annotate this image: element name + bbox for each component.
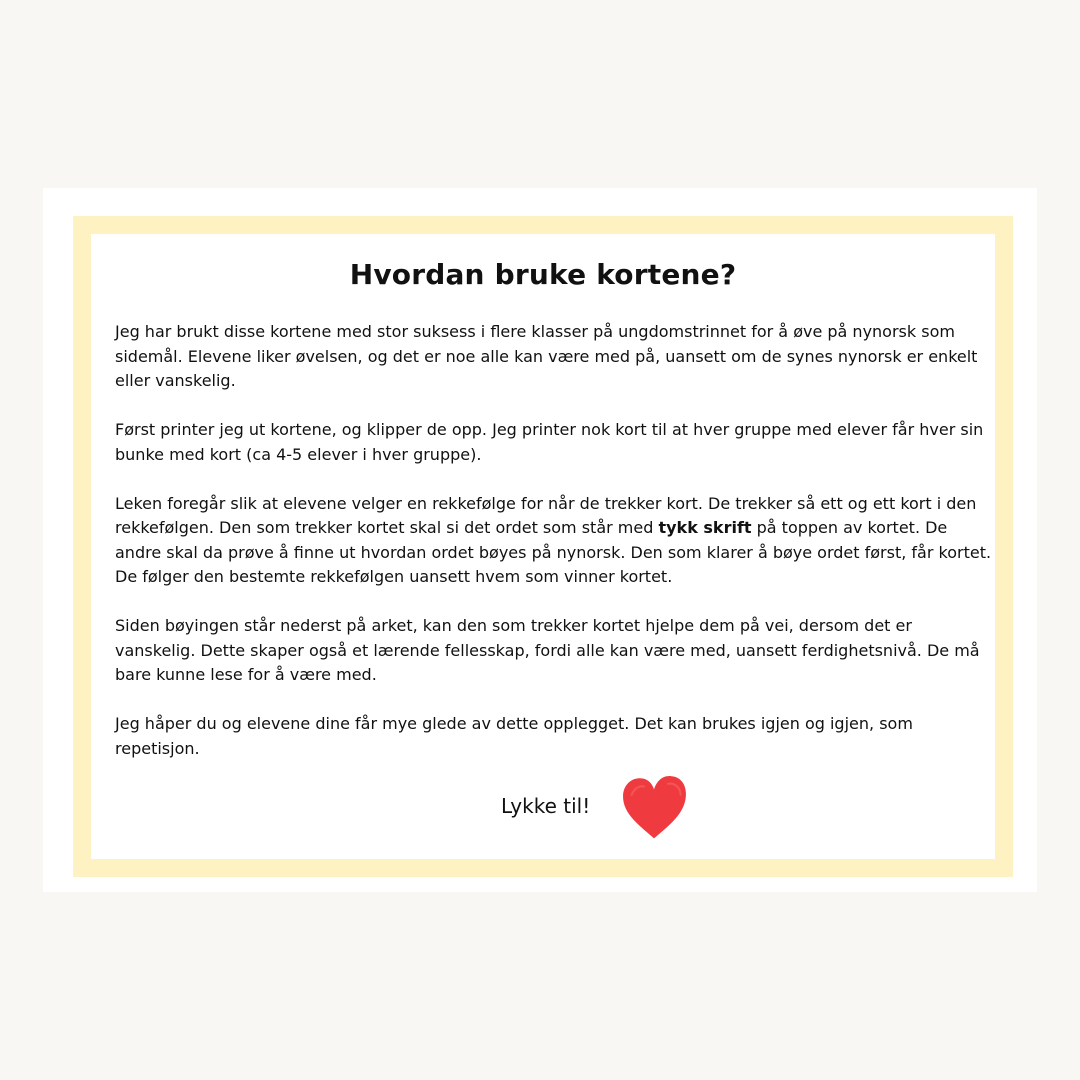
body-text <box>115 320 995 786</box>
signoff-text: Lykke til! <box>501 794 591 818</box>
heart-icon <box>619 774 689 844</box>
paragraph-rules-part1: Leken foregår slik at elevene velger en rekkefølge for når de trekker kort. De trekker så ett og ett kort i den rekkefølgen. Den som trekker kortet skal si det ordet som står med <box>115 493 977 537</box>
signoff <box>91 768 995 848</box>
bold-phrase: tykk skrift <box>658 518 752 537</box>
paragraph-printing: Først printer jeg ut kortene, og klipper de opp. Jeg printer nok kort til at hver gruppe med elever får hver sin bunke med kort (ca 4-5 elever i hver gruppe). <box>115 420 984 464</box>
page-title: Hvordan bruke kortene? <box>349 258 737 291</box>
content-panel <box>91 234 995 859</box>
yellow-frame <box>73 216 1013 877</box>
paragraph-rules-part2: på toppen av kortet. De andre skal da prøve å finne ut hvordan ordet bøyes på nynorsk. Den som klarer å bøye ordet først, får kortet. De følger den bestemte rekkefølgen uansett hvem som vinner kortet. <box>115 518 992 586</box>
card <box>43 188 1037 892</box>
paragraph-rules <box>115 492 995 590</box>
paragraph-intro: Jeg har brukt disse kortene med stor suksess i flere klasser på ungdomstrinnet for å øve på nynorsk som sidemål. Elevene liker øvelsen, og det er noe alle kan være med på, uansett om de synes nynorsk er enkelt eller vanskelig. <box>115 322 978 390</box>
paragraph-help: Siden bøyingen står nederst på arket, kan den som trekker kortet hjelpe dem på vei, dersom det er vanskelig. Dette skaper også et lærende fellesskap, fordi alle kan være med, uansett ferdighetsnivå. De må bare kunne lese for å være med. <box>115 616 980 684</box>
paragraph-closing: Jeg håper du og elevene dine får mye glede av dette opplegget. Det kan brukes igjen og igjen, som repetisjon. <box>115 714 913 758</box>
